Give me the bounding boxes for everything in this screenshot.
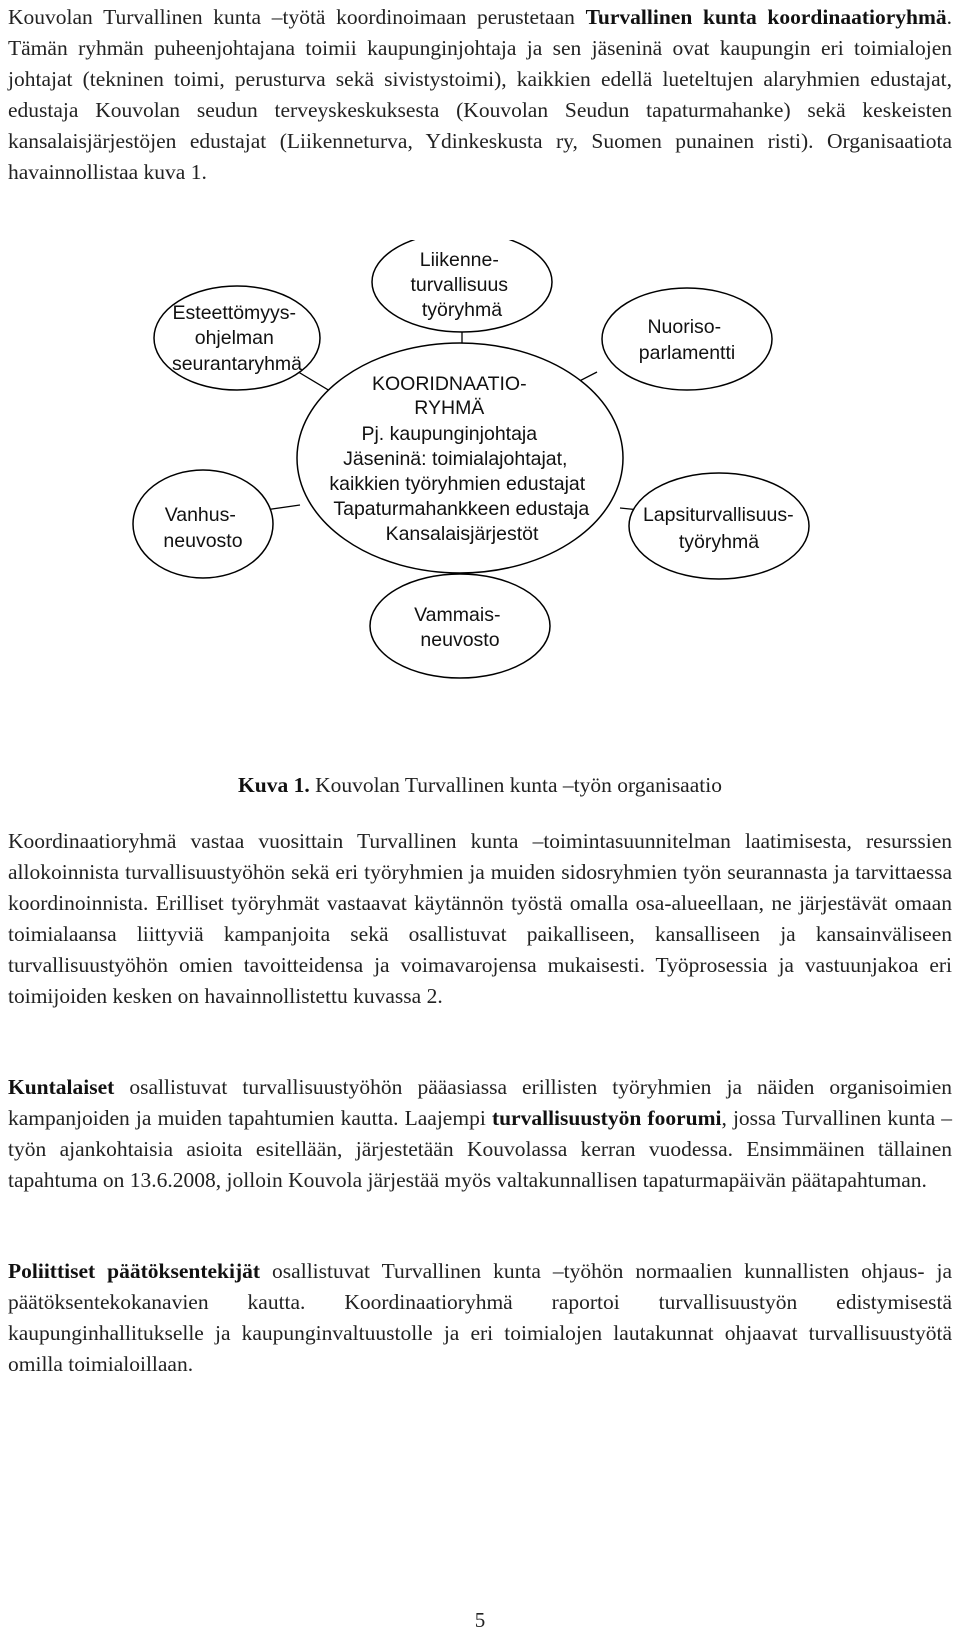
figure-caption-label: Kuva 1. — [238, 773, 310, 797]
accessibility-line-3: seurantaryhmä — [171, 353, 303, 375]
coordination-line-7: Kansalaisjärjestöt — [385, 523, 539, 545]
coordination-group-term: Turvallinen kunta koordinaatioryhmä — [585, 5, 947, 29]
residents-paragraph — [8, 1072, 952, 1196]
accessibility-line-1: Esteettömyys- — [172, 302, 297, 324]
organisation-diagram — [0, 240, 960, 740]
safety-forum-term: turvallisuustyön foorumi — [491, 1106, 722, 1130]
intro-text-start: Kouvolan Turvallinen kunta –työtä koordinoimaan perustetaan — [8, 5, 586, 29]
intro-text-end: . Tämän ryhmän puheenjohtajana toimii kaupunginjohtaja ja sen jäseninä ovat kaupungin eri toimialojen johtajat (tekninen toimi, perusturva sekä sivistystoimi), kaikkien edellä lueteltujen alaryhmien edustajat, edustaja Kouvolan seudun terveyskeskuksesta (Kouvolan Seudun tapaturmahanke) sekä keskeisten kansalaisjärjestöjen edustajat (Liikenneturva, Ydinkeskusta ry, Suomen punainen risti). Organisaatiota havainnollistaa kuva 1. — [8, 5, 952, 184]
youth-parliament-line-1: Nuoriso- — [647, 316, 722, 338]
youth-parliament-ellipse — [602, 288, 772, 390]
child-safety-line-2: työryhmä — [678, 531, 760, 553]
coordination-line-5: kaikkien työryhmien edustajat — [329, 473, 586, 495]
decision-makers-text: osallistuvat Turvallinen kunta –työhön normaalien kunnallisten ohjaus- ja päätöksentekokanavien kautta. Koordinaatioryhmä raportoi turvallisuustyön edistymisestä kaupunginhallitukselle ja kaupunginvaltuustolle ja eri toimialojen lautakunnat ohjaavat turvallisuustyötä omilla toimialoillaan. — [8, 1259, 952, 1376]
traffic-safety-line-2: turvallisuus — [410, 274, 509, 296]
decision-makers-paragraph — [8, 1256, 952, 1380]
elderly-council-line-1: Vanhus- — [164, 504, 236, 526]
residents-term: Kuntalaiset — [8, 1075, 115, 1099]
figure-caption-text: Kouvolan Turvallinen kunta –työn organisaatio — [309, 773, 722, 797]
decision-makers-term: Poliittiset päätöksentekijät — [8, 1259, 261, 1283]
residents-text-2: , jossa Turvallinen kunta –työn ajankohtaisia asioita esitellään, järjestetään Kouvolassa kerran vuodessa. Ensimmäinen tällainen tapahtuma on 13.6.2008, jolloin Kouvola järjestää myös valtakunnallisen tapaturmapäivän päätapahtuman. — [8, 1106, 953, 1192]
traffic-safety-line-3: työryhmä — [421, 299, 503, 321]
youth-parliament-line-2: parlamentti — [638, 342, 736, 364]
disability-council-line-1: Vammais- — [414, 604, 501, 626]
coordination-paragraph — [8, 826, 952, 1012]
coordination-line-4: Jäseninä: toimialajohtajat, — [343, 448, 568, 470]
traffic-safety-label — [411, 249, 514, 321]
coordination-line-2: RYHMÄ — [414, 397, 485, 419]
disability-council-ellipse — [370, 574, 550, 678]
traffic-safety-line-1: Liikenne- — [419, 249, 499, 271]
coordination-paragraph-text: Koordinaatioryhmä vastaa vuosittain Turvallinen kunta –toimintasuunnitelman laatimisesta, resurssien allokoinnista turvallisuustyöhön sekä eri työryhmien ja muiden sidosryhmien työn seurannasta ja tarvittaessa koordinoinnista. Erilliset työryhmät vastaavat käytännön työstä omalla osa-alueellaan, ne järjestävät omaan toimialaansa liittyviä kampanjoita sekä osallistuvat paikalliseen, kansalliseen ja kansainväliseen turvallisuustyöhön omien tavoitteidensa ja voimavarojensa mukaisesti. Työprosessia ja vastuunjakoa eri toimijoiden kesken on havainnollistettu kuvassa 2. — [8, 829, 952, 1008]
child-safety-ellipse — [629, 473, 809, 579]
coordination-line-3: Pj. kaupunginjohtaja — [361, 423, 538, 445]
organisation-diagram-svg — [0, 240, 960, 740]
residents-text-1: osallistuvat turvallisuustyöhön pääasiassa erillisten työryhmien ja näiden organisoimien kampanjoiden ja muiden tapahtumien kautta. Laajempi — [8, 1075, 952, 1130]
page-number: 5 — [474, 1608, 486, 1632]
figure-caption — [0, 770, 960, 801]
child-safety-line-1: Lapsiturvallisuus- — [642, 504, 794, 526]
coordination-line-6: Tapaturmahankkeen edustaja — [333, 498, 590, 520]
intro-paragraph — [8, 2, 952, 188]
coordination-line-1: KOORIDNAATIO- — [372, 373, 527, 395]
disability-council-line-2: neuvosto — [420, 629, 500, 651]
accessibility-line-2: ohjelman — [194, 327, 274, 349]
elderly-council-line-2: neuvosto — [163, 530, 243, 552]
